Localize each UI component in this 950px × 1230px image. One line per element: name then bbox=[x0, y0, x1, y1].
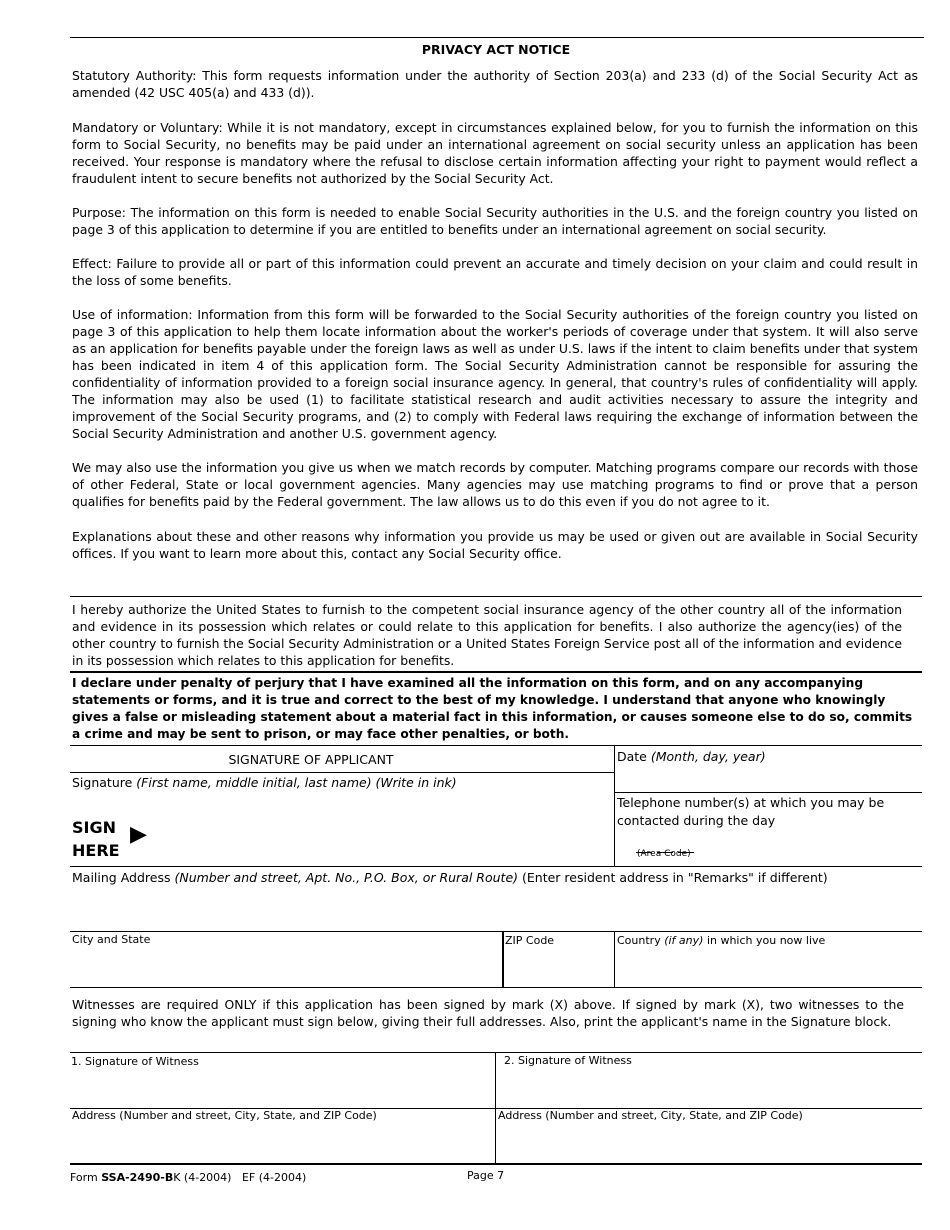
authorization-paragraph: I hereby authorize the United States to furnish to the competent social insurance agency of the other country all of the information and evidence in its possession which relates or could relate to this application for benefits. I also authorize the agency(ies) of the other country to furnish the Social Security Administration or a United States Foreign Service post all of the information and evidence in its possession which relates to this application for benefits. bbox=[72, 602, 902, 668]
form-number: Form SSA-2490-BK (4-2004) EF (4-2004) bbox=[70, 1171, 307, 1184]
country-field[interactable] bbox=[615, 932, 922, 986]
city-state-field[interactable] bbox=[70, 932, 501, 986]
ef-date: EF (4-2004) bbox=[241, 1171, 307, 1184]
witness-1-address-field[interactable] bbox=[70, 1109, 494, 1163]
telephone-field[interactable] bbox=[615, 793, 922, 865]
page-number: Page 7 bbox=[467, 1169, 505, 1182]
city-row-bottom-rule bbox=[70, 987, 922, 988]
mailing-address-field[interactable] bbox=[70, 867, 922, 931]
signature-label-hint: (First name, middle initial, last name) (Write in ink) bbox=[136, 775, 457, 790]
use-of-information-paragraph: Use of information: Information from this form will be forwarded to the Social Security authorities of the foreign country you listed on page 3 of this application to help them locate information about the worker's periods of coverage under that system. It will also serve as an application for benefits payable under the foreign laws as well as under U.S. laws if the intent to claim benefits under that system has been indicated in item 4 of this application form. The Social Security Administration cannot be responsible for assuring the confidentiality of information provided to a foreign social insurance agency. In general, that country's rules of confidentiality will apply. The information may also be used (1) to facilitate statistical research and audit activities necessary to assure the integrity and improvement of the Social Security programs, and (2) to comply with Federal laws requiring the exchange of information between the Social Security Administration and another U.S. government agency. bbox=[72, 307, 918, 441]
sign-here-arrow-icon: ▶ bbox=[130, 822, 147, 847]
date-label: Date bbox=[617, 749, 647, 764]
matching-paragraph: We may also use the information you give us when we match records by computer. Matching programs compare our records with those of other Federal, State or local government agencies. Many agencies may use matching programs to find or prove that a person qualifies for benefits paid by the Federal government. The law allows us to do this even if you do not agree to it. bbox=[72, 460, 918, 509]
here-text: HERE bbox=[72, 841, 120, 860]
zip-code-label: ZIP Code bbox=[505, 934, 555, 947]
witness-1-address-label: Address (Number and street, City, State, and ZIP Code) bbox=[72, 1109, 377, 1122]
signature-label: Signature bbox=[72, 775, 133, 790]
city-state-label: City and State bbox=[72, 933, 151, 946]
date-field[interactable] bbox=[615, 746, 922, 792]
perjury-declaration: I declare under penalty of perjury that I have examined all the information on this form, and on any accompanying statements or forms, and it is true and correct to the best of my knowledge. I understand that anyone who knowingly gives a false or misleading statement about a material fact in this information, or causes someone else to do so, commits a crime and may be sent to prison, or may face other penalties, or both. bbox=[72, 676, 913, 741]
authorization-top-rule bbox=[70, 596, 922, 597]
telephone-label: Telephone number(s) at which you may be contacted during the day bbox=[617, 795, 885, 828]
country-label-hint: (if any) bbox=[664, 934, 704, 947]
mailing-label-note: (Enter resident address in "Remarks" if different) bbox=[522, 870, 828, 885]
witness-note: Witnesses are required ONLY if this application has been signed by mark (X) above. If signed by mark (X), two witnesses to the signing who know the applicant must sign below, giving their full addresses. Also, print the applicant's name in the Signature block. bbox=[72, 997, 904, 1029]
area-code-label: (Area Code) bbox=[637, 849, 691, 859]
witness-bottom-rule bbox=[70, 1163, 922, 1165]
witness-2-address-label: Address (Number and street, City, State, and ZIP Code) bbox=[498, 1109, 803, 1122]
mailing-label-hint: (Number and street, Apt. No., P.O. Box, or Rural Route) bbox=[174, 870, 519, 885]
witness-2-address-field[interactable] bbox=[497, 1109, 922, 1163]
date-label-hint: (Month, day, year) bbox=[650, 749, 766, 764]
purpose-paragraph: Purpose: The information on this form is needed to enable Social Security authorities in the U.S. and the foreign country you listed on page 3 of this application to determine if you are entitled to benefits under an international agreement on social security. bbox=[72, 205, 918, 237]
country-label-suffix: in which you now live bbox=[706, 934, 826, 947]
signature-header: SIGNATURE OF APPLICANT bbox=[228, 752, 394, 767]
zip-code-field[interactable] bbox=[504, 932, 613, 986]
witness-2-signature-field[interactable] bbox=[497, 1053, 922, 1107]
top-rule bbox=[70, 37, 924, 38]
effect-paragraph: Effect: Failure to provide all or part of this information could prevent an accurate and timely decision on your claim and could result in the loss of some benefits. bbox=[72, 256, 918, 288]
applicant-signature-field[interactable] bbox=[70, 774, 612, 866]
area-code-blanks bbox=[636, 838, 699, 846]
statutory-authority-paragraph: Statutory Authority: This form requests information under the authority of Section 203(a) and 233 (d) of the Social Security Act as amended (42 USC 405(a) and 433 (d)). bbox=[72, 68, 918, 100]
declaration-top-rule bbox=[70, 671, 922, 673]
mailing-label: Mailing Address bbox=[72, 870, 171, 885]
explanations-paragraph: Explanations about these and other reasons why information you provide us may be used or given out are available in Social Security offices. If you want to learn more about this, contact any Social Security office. bbox=[72, 529, 918, 561]
signature-header-rule bbox=[70, 772, 614, 773]
sign-text: SIGN bbox=[72, 818, 116, 837]
witness-2-label: 2. Signature of Witness bbox=[504, 1054, 632, 1067]
witness-1-signature-field[interactable] bbox=[70, 1053, 494, 1107]
mandatory-voluntary-paragraph: Mandatory or Voluntary: While it is not mandatory, except in circumstances explained below, for you to furnish the information on this form to Social Security, no benefits may be paid under an international agreement on social security unless an application has been received. Your response is mandatory where the refusal to disclose certain information affecting your right to payment would reflect a fraudulent intent to secure benefits not authorized by the Social Security Act. bbox=[72, 120, 918, 186]
witness-1-label: 1. Signature of Witness bbox=[71, 1055, 199, 1068]
country-label: Country bbox=[617, 934, 661, 947]
privacy-heading: PRIVACY ACT NOTICE bbox=[421, 42, 571, 57]
